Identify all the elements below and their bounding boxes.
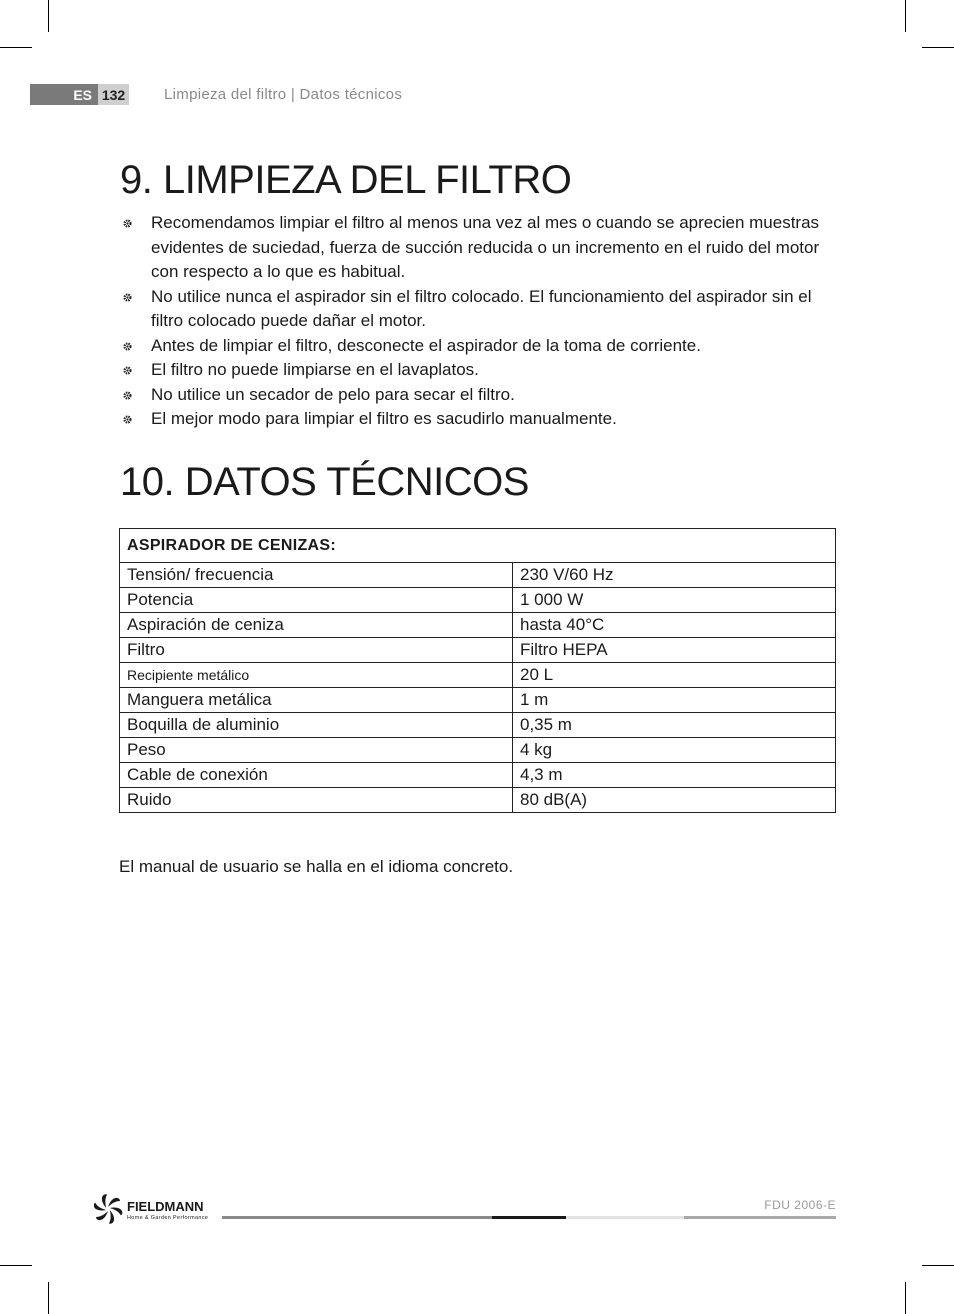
spec-label: Recipiente metálico [120,663,513,688]
crop-mark [48,0,49,32]
running-title: Limpieza del filtro | Datos técnicos [164,86,403,103]
table-row [120,738,836,763]
spec-label: Boquilla de aluminio [120,713,513,738]
table-row [120,713,836,738]
list-item [120,383,836,408]
list-item-text: El mejor modo para limpiar el filtro es sacudirlo manualmente. [151,409,617,428]
spec-value: 0,35 m [513,713,836,738]
page-header-tab [30,84,129,105]
list-item [120,407,836,432]
spec-label: Manguera metálica [120,688,513,713]
crop-mark [922,47,954,48]
spec-label: Aspiración de ceniza [120,613,513,638]
spec-label: Ruido [120,788,513,813]
filter-instructions-list [120,211,836,432]
spec-value: 4,3 m [513,763,836,788]
tech-spec-table [119,528,836,813]
page-number: 132 [98,84,129,105]
fieldmann-logo [94,1194,220,1224]
spec-value: 1 000 W [513,588,836,613]
footer-rule [566,1216,684,1219]
fan-icon [94,1194,124,1224]
list-item [120,285,836,334]
list-item-text: El filtro no puede limpiarse en el lavaplatos. [151,360,479,379]
footer-rule [492,1216,566,1219]
table-row [120,638,836,663]
table-row [120,688,836,713]
spec-value: Filtro HEPA [513,638,836,663]
language-note: El manual de usuario se halla en el idioma concreto. [119,857,514,876]
list-item-text: No utilice nunca el aspirador sin el filtro colocado. El funcionamiento del aspirador sin el filtro colocado puede dañar el motor. [151,286,812,330]
gear-bullet-icon [122,390,133,401]
crop-mark [0,47,32,48]
spec-value: 4 kg [513,738,836,763]
crop-mark [0,1265,32,1266]
spec-label: Filtro [120,638,513,663]
list-item-text: Recomendamos limpiar el filtro al menos una vez al mes o cuando se aprecien muestras evidentes de suciedad, fuerza de succión reducida o un incremento en el ruido del motor con respecto a lo que es habitual. [151,213,820,281]
model-code: FDU 2006-E [764,1198,836,1212]
crop-mark [922,1265,954,1266]
table-header-row [120,529,836,563]
spec-value: 230 V/60 Hz [513,563,836,588]
brand-name: FIELDMANN [127,1199,204,1214]
spec-label: Peso [120,738,513,763]
table-row [120,763,836,788]
table-row [120,588,836,613]
section-title-filter: 9. LIMPIEZA DEL FILTRO [120,158,572,202]
spec-label: Cable de conexión [120,763,513,788]
gear-bullet-icon [122,414,133,425]
gear-bullet-icon [122,292,133,303]
spec-label: Potencia [120,588,513,613]
section-title-tech-data: 10. DATOS TÉCNICOS [120,460,529,504]
brand-tagline: Home & Garden Performance [127,1215,209,1221]
spec-label: Tensión/ frecuencia [120,563,513,588]
list-item-text: No utilice un secador de pelo para secar el filtro. [151,384,515,404]
table-row [120,788,836,813]
table-row [120,613,836,638]
list-item [120,334,836,359]
gear-bullet-icon [122,341,133,352]
list-item [120,211,836,285]
spec-value: 1 m [513,688,836,713]
gear-bullet-icon [122,218,133,229]
list-item-text: Antes de limpiar el filtro, desconecte el aspirador de la toma de corriente. [151,335,701,355]
footer-rule [684,1216,836,1219]
list-item [120,358,836,383]
table-header: ASPIRADOR DE CENIZAS: [120,529,836,563]
spec-value: hasta 40°C [513,613,836,638]
crop-mark [905,1282,906,1314]
crop-mark [905,0,906,32]
spec-value: 80 dB(A) [513,788,836,813]
table-row [120,663,836,688]
footer-rule [222,1216,492,1219]
language-code: ES [30,84,98,105]
table-row [120,563,836,588]
spec-value: 20 L [513,663,836,688]
crop-mark [48,1282,49,1314]
gear-bullet-icon [122,365,133,376]
